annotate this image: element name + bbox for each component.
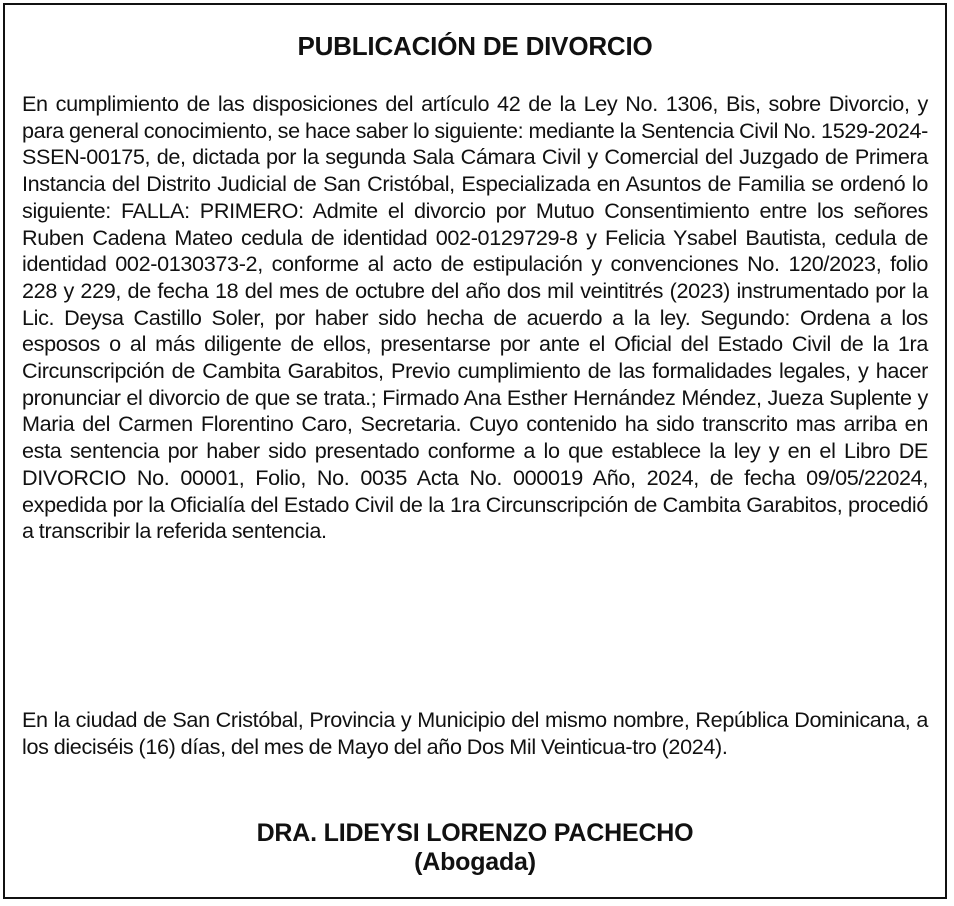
notice-title: PUBLICACIÓN DE DIVORCIO [297,31,653,61]
signature-block [5,819,945,877]
notice-body-paragraph-1: En cumplimiento de las disposiciones del artículo 42 de la Ley No. 1306, Bis, sobre Divorcio, y para general conocimiento, se hace saber lo siguiente: mediante la Sentencia Civil No. 1529-2024-SSEN-00175, de, dictada por la segunda Sala Cámara Civil y Comercial del Juzgado de Primera Instancia del Distrito Judicial de San Cristóbal, Especializada en Asuntos de Familia se ordenó lo siguiente: FALLA: PRIMERO: Admite el divorcio por Mutuo Consentimiento entre los señores Ruben Cadena Mateo cedula de identidad 002-0129729-8 y Felicia Ysabel Bautista, cedula de identidad 002-0130373-2, conforme al acto de estipulación y convenciones No. 120/2023, folio 228 y 229, de fecha 18 del mes de octubre del año dos mil veintitrés (2023) instrumentado por la Lic. Deysa Castillo Soler, por haber sido hecha de acuerdo a la ley. Segundo: Ordena a los esposos o al más diligente de ellos, presentarse por ante el Oficial del Estado Civil de la 1ra Circunscripción de Cambita Garabitos, Previo cumplimiento de las formalidades legales, y hacer pronunciar el divorcio de que se trata.; Firmado Ana Esther Hernández Méndez, Jueza Suplente y Maria del Carmen Florentino Caro, Secretaria. Cuyo contenido ha sido transcrito mas arriba en esta sentencia por haber sido presentado conforme a lo que establece la ley y en el Libro DE DIVORCIO No. 00001, Folio, No. 0035 Acta No. 000019 Año, 2024, de fecha 09/05/22024, expedida por la Oficialía del Estado Civil de la 1ra Circunscripción de Cambita Garabitos, procedió a transcribir la referida sentencia. [22,91,928,544]
legal-notice-box [3,3,947,899]
signatory-role: (Abogada) [414,848,536,876]
notice-body-paragraph-2: En la ciudad de San Cristóbal, Provincia y Municipio del mismo nombre, República Dominicana, a los dieciséis (16) días, del mes de Mayo del año Dos Mil Veinticua-tro (2024). [22,707,928,759]
signatory-name: DRA. LIDEYSI LORENZO PACHECHO [256,819,694,847]
